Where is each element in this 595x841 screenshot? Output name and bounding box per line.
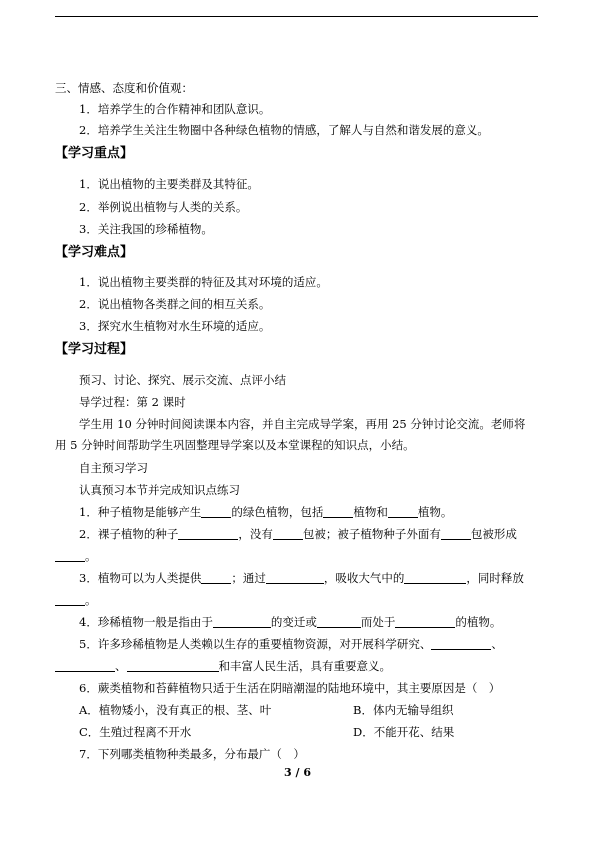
process-steps: 预习、讨论、探究、展示交流、点评小结: [79, 373, 286, 387]
process-paragraph-line-1: 学生用 10 分钟时间阅读课本内容，并自主完成导学案，再用 25 分钟讨论交流。老师将: [79, 417, 526, 431]
question-6: 6．蕨类植物和苔藓植物只适于生活在阴暗潮湿的陆地环境中，其主要原因是（ ）: [79, 681, 501, 695]
instruction-label: 认真预习本节并完成知识点练习: [79, 483, 240, 497]
question-2: 2．裸子植物的种子 ，没有 包被；被子植物种子外面有 包被形成: [79, 527, 517, 541]
answer-blank[interactable]: [441, 527, 471, 540]
process-guide: 导学过程：第 2 课时: [79, 395, 186, 409]
answer-blank[interactable]: [55, 659, 115, 672]
answer-blank[interactable]: [55, 549, 85, 562]
answer-blank[interactable]: [395, 615, 455, 628]
question-6-option-c[interactable]: C．生殖过程离不开水: [79, 725, 192, 739]
answer-blank[interactable]: [201, 571, 231, 584]
difficulties-heading: 【学习难点】: [55, 245, 134, 260]
question-7: 7．下列哪类植物种类最多，分布最广（ ）: [79, 747, 305, 761]
answer-blank[interactable]: [273, 527, 303, 540]
page-number: 3 / 6: [284, 766, 311, 779]
answer-blank[interactable]: [127, 659, 219, 672]
question-4: 4．珍稀植物一般是指由于 的变迁或 而处于 的植物。: [79, 615, 502, 629]
question-6-option-b[interactable]: B．体内无输导组织: [353, 703, 454, 717]
process-heading: 【学习过程】: [55, 342, 134, 357]
answer-blank[interactable]: [323, 505, 353, 518]
question-2-continued: 。: [55, 548, 97, 564]
answer-blank[interactable]: [388, 505, 418, 518]
key-point-2: 2．举例说出植物与人类的关系。: [79, 200, 248, 214]
question-1: 1．种子植物是能够产生 的绿色植物，包括 植物和 植物。: [79, 505, 453, 519]
question-3: 3．植物可以为人类提供 ；通过 ，吸收大气中的 ，同时释放: [79, 571, 524, 585]
process-paragraph-line-2: 用 5 分钟时间帮助学生巩固整理导学案以及本堂课程的知识点，小结。: [55, 438, 415, 452]
self-study-label: 自主预习学习: [79, 461, 148, 475]
answer-blank[interactable]: [178, 527, 238, 540]
answer-blank[interactable]: [266, 571, 324, 584]
answer-blank[interactable]: [201, 505, 231, 518]
section3-title: 三、情感、态度和价值观：: [55, 81, 193, 95]
difficulty-1: 1．说出植物主要类群的特征及其对环境的适应。: [79, 275, 328, 289]
header-rule: [55, 16, 538, 17]
question-3-continued: 。: [55, 592, 97, 608]
answer-blank[interactable]: [404, 571, 466, 584]
question-5-continued: 、 和丰富人民生活，具有重要意义。: [55, 658, 391, 674]
answer-blank[interactable]: [213, 615, 271, 628]
section3-item-2: 2．培养学生关注生物圈中各种绿色植物的情感，了解人与自然和谐发展的意义。: [79, 123, 489, 137]
question-6-option-a[interactable]: A．植物矮小，没有真正的根、茎、叶: [79, 703, 272, 717]
question-5: 5．许多珍稀植物是人类赖以生存的重要植物资源，对开展科学研究、 、: [79, 637, 503, 651]
answer-blank[interactable]: [55, 593, 85, 606]
key-point-3: 3．关注我国的珍稀植物。: [79, 222, 213, 236]
key-points-heading: 【学习重点】: [55, 146, 134, 161]
question-6-option-d[interactable]: D．不能开花、结果: [353, 725, 455, 739]
answer-blank[interactable]: [317, 615, 361, 628]
key-point-1: 1．说出植物的主要类群及其特征。: [79, 177, 259, 191]
section3-item-1: 1．培养学生的合作精神和团队意识。: [79, 102, 271, 116]
answer-blank[interactable]: [431, 637, 491, 650]
difficulty-3: 3．探究水生植物对水生环境的适应。: [79, 319, 271, 333]
difficulty-2: 2．说出植物各类群之间的相互关系。: [79, 297, 271, 311]
